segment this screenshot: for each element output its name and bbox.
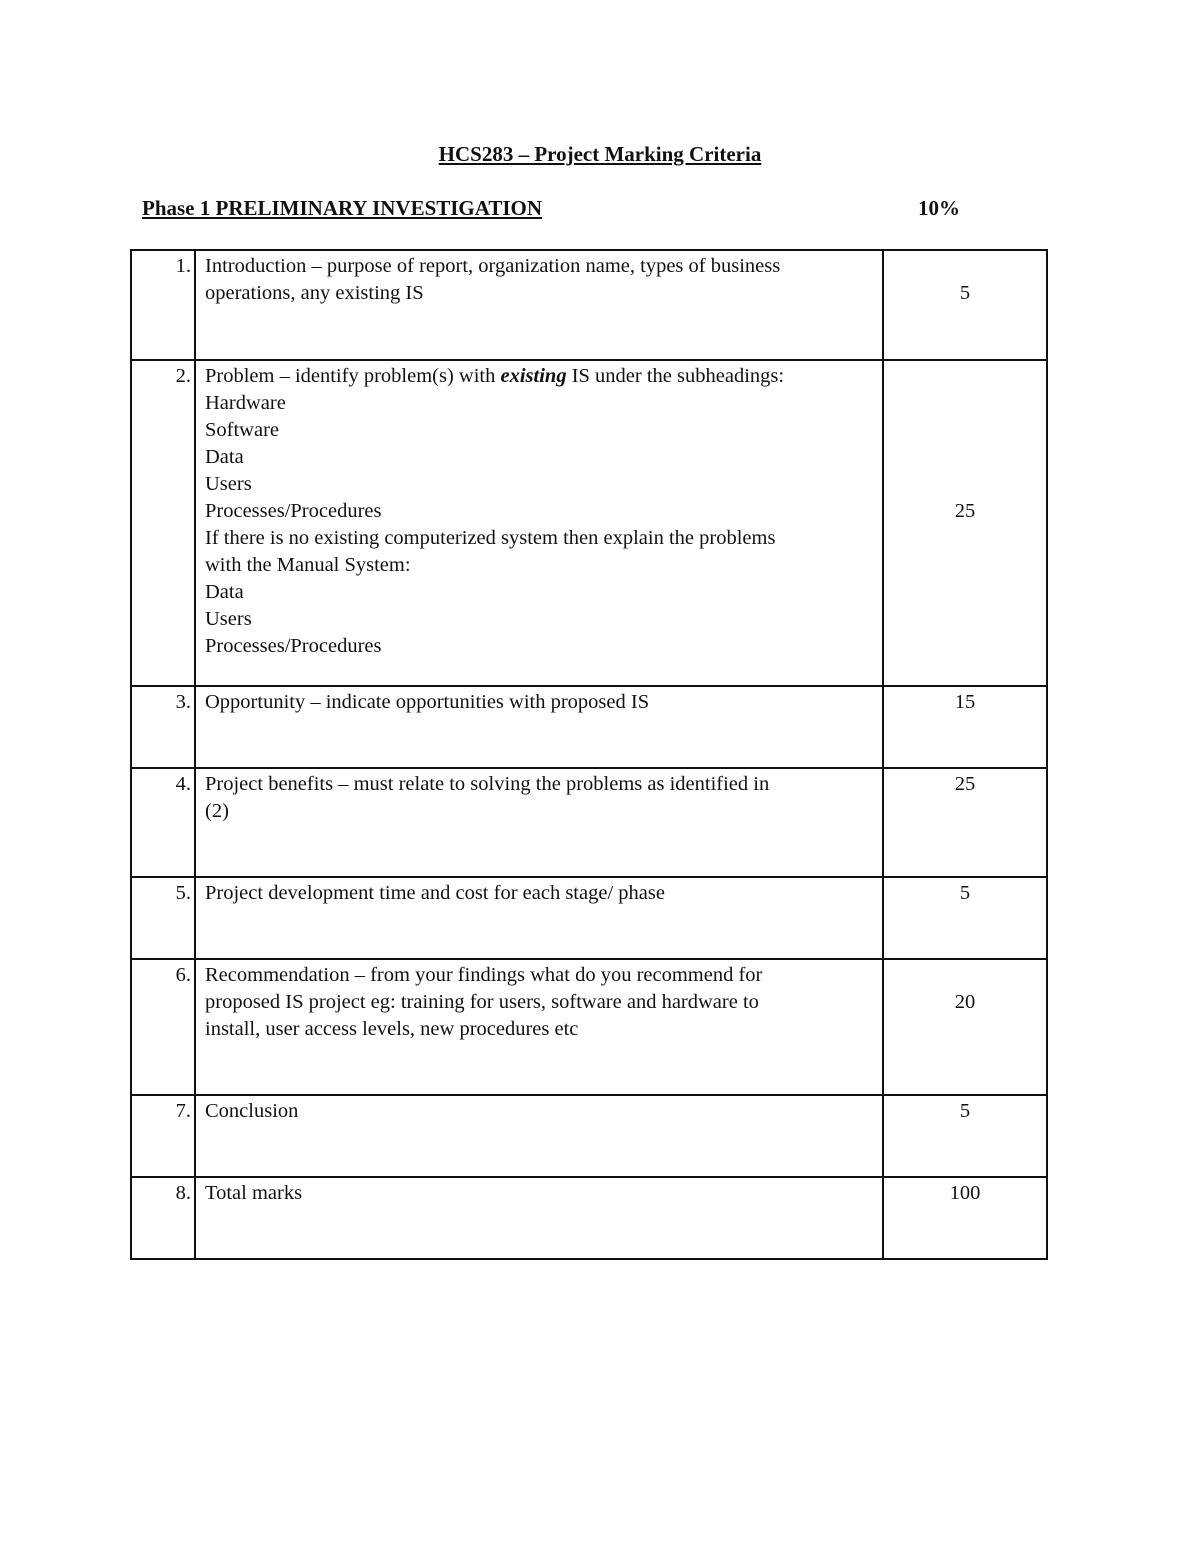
row-mark: 5 bbox=[883, 250, 1047, 360]
table-row bbox=[131, 1095, 1047, 1177]
row-number: 5. bbox=[131, 877, 195, 959]
description-line: Introduction – purpose of report, organization name, types of business bbox=[205, 255, 781, 277]
description-line: Users bbox=[205, 473, 252, 495]
row-number: 4. bbox=[131, 768, 195, 877]
row-mark: 100 bbox=[883, 1177, 1047, 1259]
row-description bbox=[195, 1177, 883, 1259]
description-line: Users bbox=[205, 608, 252, 630]
description-line bbox=[205, 363, 873, 390]
marking-criteria-table bbox=[130, 249, 1048, 1260]
description-line: Total marks bbox=[205, 1182, 303, 1204]
table-row bbox=[131, 250, 1047, 360]
row-description bbox=[195, 768, 883, 877]
row-description bbox=[195, 877, 883, 959]
page-title: HCS283 – Project Marking Criteria bbox=[438, 142, 762, 166]
description-line: operations, any existing IS bbox=[205, 282, 424, 304]
row-mark: 15 bbox=[883, 686, 1047, 768]
row-number: 7. bbox=[131, 1095, 195, 1177]
row-description bbox=[195, 686, 883, 768]
row-number: 8. bbox=[131, 1177, 195, 1259]
row-mark: 5 bbox=[883, 877, 1047, 959]
description-line: with the Manual System: bbox=[205, 554, 411, 576]
emphasis-text: existing bbox=[500, 365, 567, 387]
description-line: Software bbox=[205, 419, 280, 441]
description-line: Project development time and cost for each stage/ phase bbox=[205, 882, 665, 904]
row-number: 6. bbox=[131, 959, 195, 1095]
table-row bbox=[131, 686, 1047, 768]
description-line: Opportunity – indicate opportunities with proposed IS bbox=[205, 691, 650, 713]
table-row bbox=[131, 1177, 1047, 1259]
description-line: (2) bbox=[205, 800, 229, 822]
row-mark: 20 bbox=[883, 959, 1047, 1095]
description-line: Processes/Procedures bbox=[205, 500, 382, 522]
description-line: install, user access levels, new procedures etc bbox=[205, 1018, 579, 1040]
row-number: 1. bbox=[131, 250, 195, 360]
phase-weight: 10% bbox=[918, 196, 960, 220]
description-line: proposed IS project eg: training for users, software and hardware to bbox=[205, 991, 759, 1013]
row-description bbox=[195, 250, 883, 360]
description-line: Conclusion bbox=[205, 1100, 299, 1122]
row-mark: 5 bbox=[883, 1095, 1047, 1177]
description-line: Data bbox=[205, 446, 244, 468]
table-row bbox=[131, 768, 1047, 877]
table-row bbox=[131, 360, 1047, 686]
row-mark: 25 bbox=[883, 360, 1047, 686]
row-number: 2. bbox=[131, 360, 195, 686]
description-line: Hardware bbox=[205, 392, 286, 414]
phase-heading: Phase 1 PRELIMINARY INVESTIGATION bbox=[142, 196, 543, 220]
table-row bbox=[131, 959, 1047, 1095]
row-description bbox=[195, 360, 883, 686]
description-text: Problem – identify problem(s) with bbox=[205, 365, 501, 387]
description-line: Recommendation – from your findings what do you recommend for bbox=[205, 964, 763, 986]
row-number: 3. bbox=[131, 686, 195, 768]
row-mark: 25 bbox=[883, 768, 1047, 877]
table-row bbox=[131, 877, 1047, 959]
row-description bbox=[195, 959, 883, 1095]
row-description bbox=[195, 1095, 883, 1177]
description-line: Processes/Procedures bbox=[205, 635, 382, 657]
description-line: Data bbox=[205, 581, 244, 603]
description-line: If there is no existing computerized system then explain the problems bbox=[205, 527, 776, 549]
description-text: IS under the subheadings: bbox=[566, 365, 785, 387]
description-line: Project benefits – must relate to solving the problems as identified in bbox=[205, 773, 770, 795]
